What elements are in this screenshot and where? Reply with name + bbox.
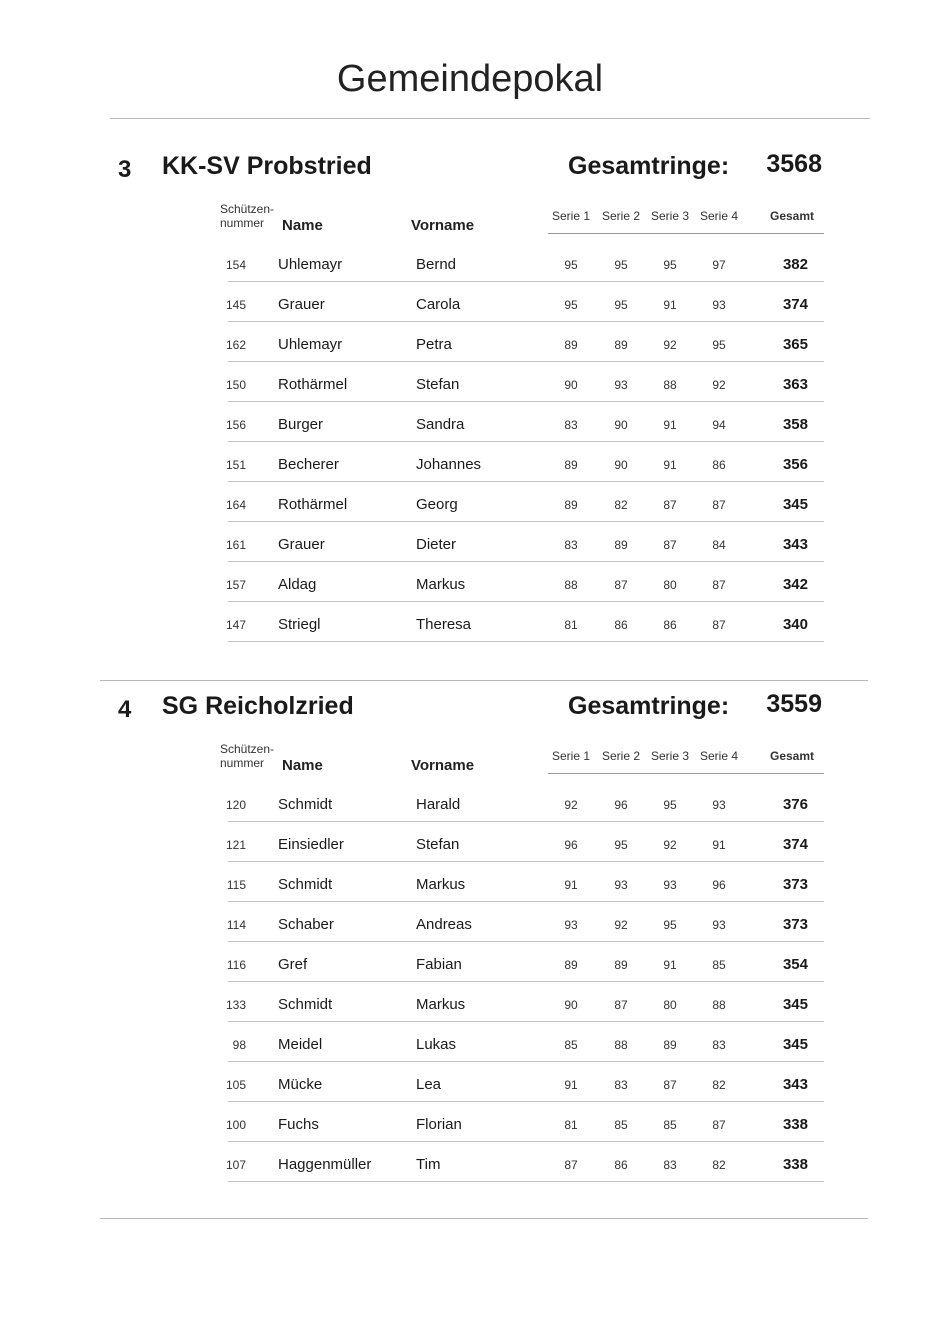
section-divider	[100, 680, 868, 681]
total-score: 345	[782, 496, 808, 513]
series-score: 82	[712, 1158, 726, 1172]
col-nr-label: Schützen-	[220, 742, 275, 756]
series-score: 95	[564, 298, 578, 312]
series-score: 92	[712, 378, 726, 392]
total-score: 374	[782, 296, 808, 313]
series-score: 96	[712, 878, 726, 892]
shooter-name: Einsiedler	[278, 836, 344, 853]
row-divider	[228, 1101, 824, 1102]
total-score: 373	[782, 876, 808, 893]
series-score: 90	[614, 458, 628, 472]
table-row	[0, 404, 940, 444]
row-divider	[228, 901, 824, 902]
shooter-vorname: Lea	[416, 1076, 442, 1093]
total-score: 363	[782, 376, 808, 393]
shooter-number: 161	[225, 538, 246, 552]
row-divider	[228, 1061, 824, 1062]
total-score: 374	[782, 836, 808, 853]
total-score: 356	[782, 456, 808, 473]
shooter-name: Schaber	[278, 916, 334, 933]
total-score: 354	[782, 956, 808, 973]
series-score: 89	[614, 338, 628, 352]
col-name-label: Name	[282, 757, 323, 774]
table-row	[0, 524, 940, 564]
series-score: 93	[712, 918, 726, 932]
shooter-number: 157	[225, 578, 246, 592]
shooter-vorname: Petra	[416, 336, 452, 353]
series-score: 87	[712, 578, 726, 592]
series-score: 93	[564, 918, 578, 932]
series-score: 87	[564, 1158, 578, 1172]
total-score: 343	[782, 536, 808, 553]
shooter-number: 154	[225, 258, 246, 272]
col-serie3-label: Serie 3	[650, 749, 690, 763]
series-score: 94	[712, 418, 726, 432]
series-score: 88	[663, 378, 677, 392]
shooter-number: 115	[226, 878, 246, 892]
col-nr-label: nummer	[220, 756, 265, 770]
shooter-number: 98	[232, 1038, 246, 1052]
shooter-number: 121	[225, 838, 246, 852]
shooter-name: Burger	[278, 416, 324, 433]
series-score: 95	[614, 258, 628, 272]
shooter-number: 147	[225, 618, 246, 632]
row-divider	[228, 481, 824, 482]
series-score: 89	[663, 1038, 677, 1052]
series-score: 91	[663, 298, 677, 312]
series-score: 91	[564, 1078, 578, 1092]
series-score: 91	[663, 458, 677, 472]
shooter-vorname: Bernd	[416, 256, 457, 273]
table-row	[0, 1104, 940, 1144]
shooter-vorname: Florian	[416, 1116, 462, 1133]
table-row	[0, 324, 940, 364]
shooter-number: 100	[225, 1118, 246, 1132]
series-score: 82	[712, 1078, 726, 1092]
total-score: 373	[782, 916, 808, 933]
shooter-name: Meidel	[278, 1036, 323, 1053]
total-score: 345	[782, 1036, 808, 1053]
series-score: 93	[614, 378, 628, 392]
shooter-vorname: Markus	[416, 996, 466, 1013]
title-divider	[110, 118, 870, 119]
table-row	[0, 904, 940, 944]
series-score: 93	[663, 878, 677, 892]
series-score: 81	[564, 618, 578, 632]
series-score: 90	[564, 378, 578, 392]
col-vorname-label: Vorname	[411, 757, 475, 774]
row-divider	[228, 861, 824, 862]
row-divider	[228, 1141, 824, 1142]
row-divider	[228, 821, 824, 822]
table-row	[0, 604, 940, 644]
series-score: 83	[564, 418, 578, 432]
series-score: 88	[564, 578, 578, 592]
shooter-number: 145	[225, 298, 246, 312]
shooter-name: Grauer	[278, 296, 325, 313]
series-score: 95	[712, 338, 726, 352]
shooter-name: Grauer	[278, 536, 325, 553]
shooter-name: Uhlemayr	[278, 256, 343, 273]
shooter-vorname: Stefan	[416, 836, 460, 853]
total-score: 345	[782, 996, 808, 1013]
table-row	[0, 864, 940, 904]
series-score: 93	[614, 878, 628, 892]
shooter-name: Haggenmüller	[278, 1156, 372, 1173]
table-row	[0, 1064, 940, 1104]
shooter-number: 105	[225, 1078, 246, 1092]
series-score: 89	[614, 538, 628, 552]
table-row	[0, 244, 940, 284]
total-label: Gesamtringe:	[568, 692, 730, 720]
table-row	[0, 564, 940, 604]
shooter-name: Becherer	[278, 456, 339, 473]
series-score: 93	[712, 798, 726, 812]
club-name: KK-SV Probstried	[162, 152, 372, 180]
table-row	[0, 484, 940, 524]
team-rank: 3	[118, 156, 132, 183]
series-score: 92	[614, 918, 628, 932]
shooter-vorname: Carola	[416, 296, 461, 313]
series-score: 85	[712, 958, 726, 972]
series-score: 85	[663, 1118, 677, 1132]
shooter-number: 156	[225, 418, 246, 432]
col-gesamt-label: Gesamt	[769, 749, 815, 763]
shooter-vorname: Stefan	[416, 376, 460, 393]
table-row	[0, 824, 940, 864]
series-score: 97	[712, 258, 726, 272]
series-score: 83	[663, 1158, 677, 1172]
series-score: 87	[663, 498, 677, 512]
table-row	[0, 284, 940, 324]
total-score: 382	[782, 256, 808, 273]
shooter-vorname: Johannes	[416, 456, 482, 473]
shooter-number: 133	[225, 998, 246, 1012]
column-header	[0, 742, 940, 782]
series-score: 83	[614, 1078, 628, 1092]
col-gesamt-label: Gesamt	[769, 209, 815, 223]
series-score: 95	[663, 798, 677, 812]
series-score: 87	[663, 1078, 677, 1092]
series-score: 96	[614, 798, 628, 812]
shooter-vorname: Harald	[416, 796, 461, 813]
shooter-vorname: Markus	[416, 876, 466, 893]
table-row	[0, 1144, 940, 1184]
shooter-name: Schmidt	[278, 796, 333, 813]
col-serie4-label: Serie 4	[699, 749, 739, 763]
row-divider	[228, 361, 824, 362]
series-score: 92	[663, 338, 677, 352]
series-score: 89	[564, 338, 578, 352]
shooter-vorname: Fabian	[416, 956, 462, 973]
col-nr-label: nummer	[220, 216, 265, 230]
club-name: SG Reicholzried	[162, 692, 354, 720]
series-score: 85	[564, 1038, 578, 1052]
total-score: 340	[782, 616, 808, 633]
series-score: 83	[712, 1038, 726, 1052]
team-header	[0, 152, 940, 192]
series-score: 86	[614, 1158, 628, 1172]
shooter-name: Schmidt	[278, 996, 333, 1013]
series-score: 86	[614, 618, 628, 632]
series-score: 96	[564, 838, 578, 852]
col-serie1-label: Serie 1	[551, 749, 591, 763]
series-score: 91	[564, 878, 578, 892]
shooter-name: Uhlemayr	[278, 336, 343, 353]
col-vorname-label: Vorname	[411, 217, 475, 234]
table-row	[0, 444, 940, 484]
series-score: 82	[614, 498, 628, 512]
header-underline	[548, 773, 824, 774]
row-divider	[228, 561, 824, 562]
series-score: 89	[564, 958, 578, 972]
shooter-number: 162	[225, 338, 246, 352]
row-divider	[228, 941, 824, 942]
col-serie3-label: Serie 3	[650, 209, 690, 223]
series-score: 92	[564, 798, 578, 812]
col-serie1-label: Serie 1	[551, 209, 591, 223]
total-rings: 3568	[766, 150, 822, 178]
table-row	[0, 1024, 940, 1064]
row-divider	[228, 1181, 824, 1182]
bottom-divider	[100, 1218, 868, 1219]
series-score: 80	[663, 578, 677, 592]
table-row	[0, 984, 940, 1024]
series-score: 95	[564, 258, 578, 272]
series-score: 90	[614, 418, 628, 432]
shooter-name: Schmidt	[278, 876, 333, 893]
series-score: 87	[614, 998, 628, 1012]
shooter-vorname: Dieter	[416, 536, 457, 553]
total-label: Gesamtringe:	[568, 152, 730, 180]
header-underline	[548, 233, 824, 234]
series-score: 91	[712, 838, 726, 852]
series-score: 88	[712, 998, 726, 1012]
series-score: 87	[712, 618, 726, 632]
series-score: 80	[663, 998, 677, 1012]
shooter-number: 164	[225, 498, 246, 512]
series-score: 93	[712, 298, 726, 312]
series-score: 86	[663, 618, 677, 632]
series-score: 89	[564, 498, 578, 512]
row-divider	[228, 321, 824, 322]
shooter-number: 116	[226, 958, 246, 972]
shooter-vorname: Sandra	[416, 416, 465, 433]
row-divider	[228, 601, 824, 602]
shooter-vorname: Markus	[416, 576, 466, 593]
col-name-label: Name	[282, 217, 323, 234]
col-serie2-label: Serie 2	[601, 209, 641, 223]
col-nr-label: Schützen-	[220, 202, 275, 216]
series-score: 88	[614, 1038, 628, 1052]
series-score: 91	[663, 418, 677, 432]
row-divider	[228, 981, 824, 982]
series-score: 87	[663, 538, 677, 552]
shooter-number: 120	[225, 798, 246, 812]
table-row	[0, 364, 940, 404]
shooter-name: Fuchs	[278, 1116, 319, 1133]
col-serie2-label: Serie 2	[601, 749, 641, 763]
series-score: 95	[614, 838, 628, 852]
row-divider	[228, 401, 824, 402]
shooter-number: 151	[225, 458, 246, 472]
row-divider	[228, 641, 824, 642]
shooter-number: 150	[225, 378, 246, 392]
team-rank: 4	[118, 696, 132, 723]
shooter-name: Striegl	[278, 616, 321, 633]
shooter-name: Gref	[278, 956, 308, 973]
row-divider	[228, 281, 824, 282]
series-score: 92	[663, 838, 677, 852]
shooter-name: Aldag	[278, 576, 317, 593]
shooter-vorname: Theresa	[416, 616, 472, 633]
series-score: 86	[712, 458, 726, 472]
series-score: 85	[614, 1118, 628, 1132]
series-score: 90	[564, 998, 578, 1012]
table-row	[0, 784, 940, 824]
row-divider	[228, 441, 824, 442]
series-score: 95	[663, 258, 677, 272]
series-score: 87	[712, 1118, 726, 1132]
total-score: 343	[782, 1076, 808, 1093]
total-score: 338	[782, 1156, 808, 1173]
shooter-vorname: Andreas	[416, 916, 472, 933]
series-score: 84	[712, 538, 726, 552]
series-score: 81	[564, 1118, 578, 1132]
series-score: 89	[564, 458, 578, 472]
total-score: 376	[782, 796, 808, 813]
column-header	[0, 202, 940, 242]
table-row	[0, 944, 940, 984]
series-score: 83	[564, 538, 578, 552]
row-divider	[228, 1021, 824, 1022]
series-score: 95	[663, 918, 677, 932]
team-header	[0, 692, 940, 732]
shooter-vorname: Lukas	[416, 1036, 457, 1053]
shooter-vorname: Georg	[416, 496, 458, 513]
shooter-number: 107	[225, 1158, 246, 1172]
series-score: 89	[614, 958, 628, 972]
total-score: 338	[782, 1116, 808, 1133]
col-serie4-label: Serie 4	[699, 209, 739, 223]
total-score: 342	[782, 576, 808, 593]
total-rings: 3559	[766, 690, 822, 718]
total-score: 358	[782, 416, 808, 433]
series-score: 91	[663, 958, 677, 972]
shooter-name: Mücke	[278, 1076, 323, 1093]
shooter-vorname: Tim	[416, 1156, 441, 1173]
series-score: 95	[614, 298, 628, 312]
page-title: Gemeindepokal	[336, 58, 604, 100]
total-score: 365	[782, 336, 808, 353]
series-score: 87	[712, 498, 726, 512]
row-divider	[228, 521, 824, 522]
shooter-number: 114	[226, 918, 246, 932]
series-score: 87	[614, 578, 628, 592]
shooter-name: Rothärmel	[278, 376, 348, 393]
shooter-name: Rothärmel	[278, 496, 348, 513]
